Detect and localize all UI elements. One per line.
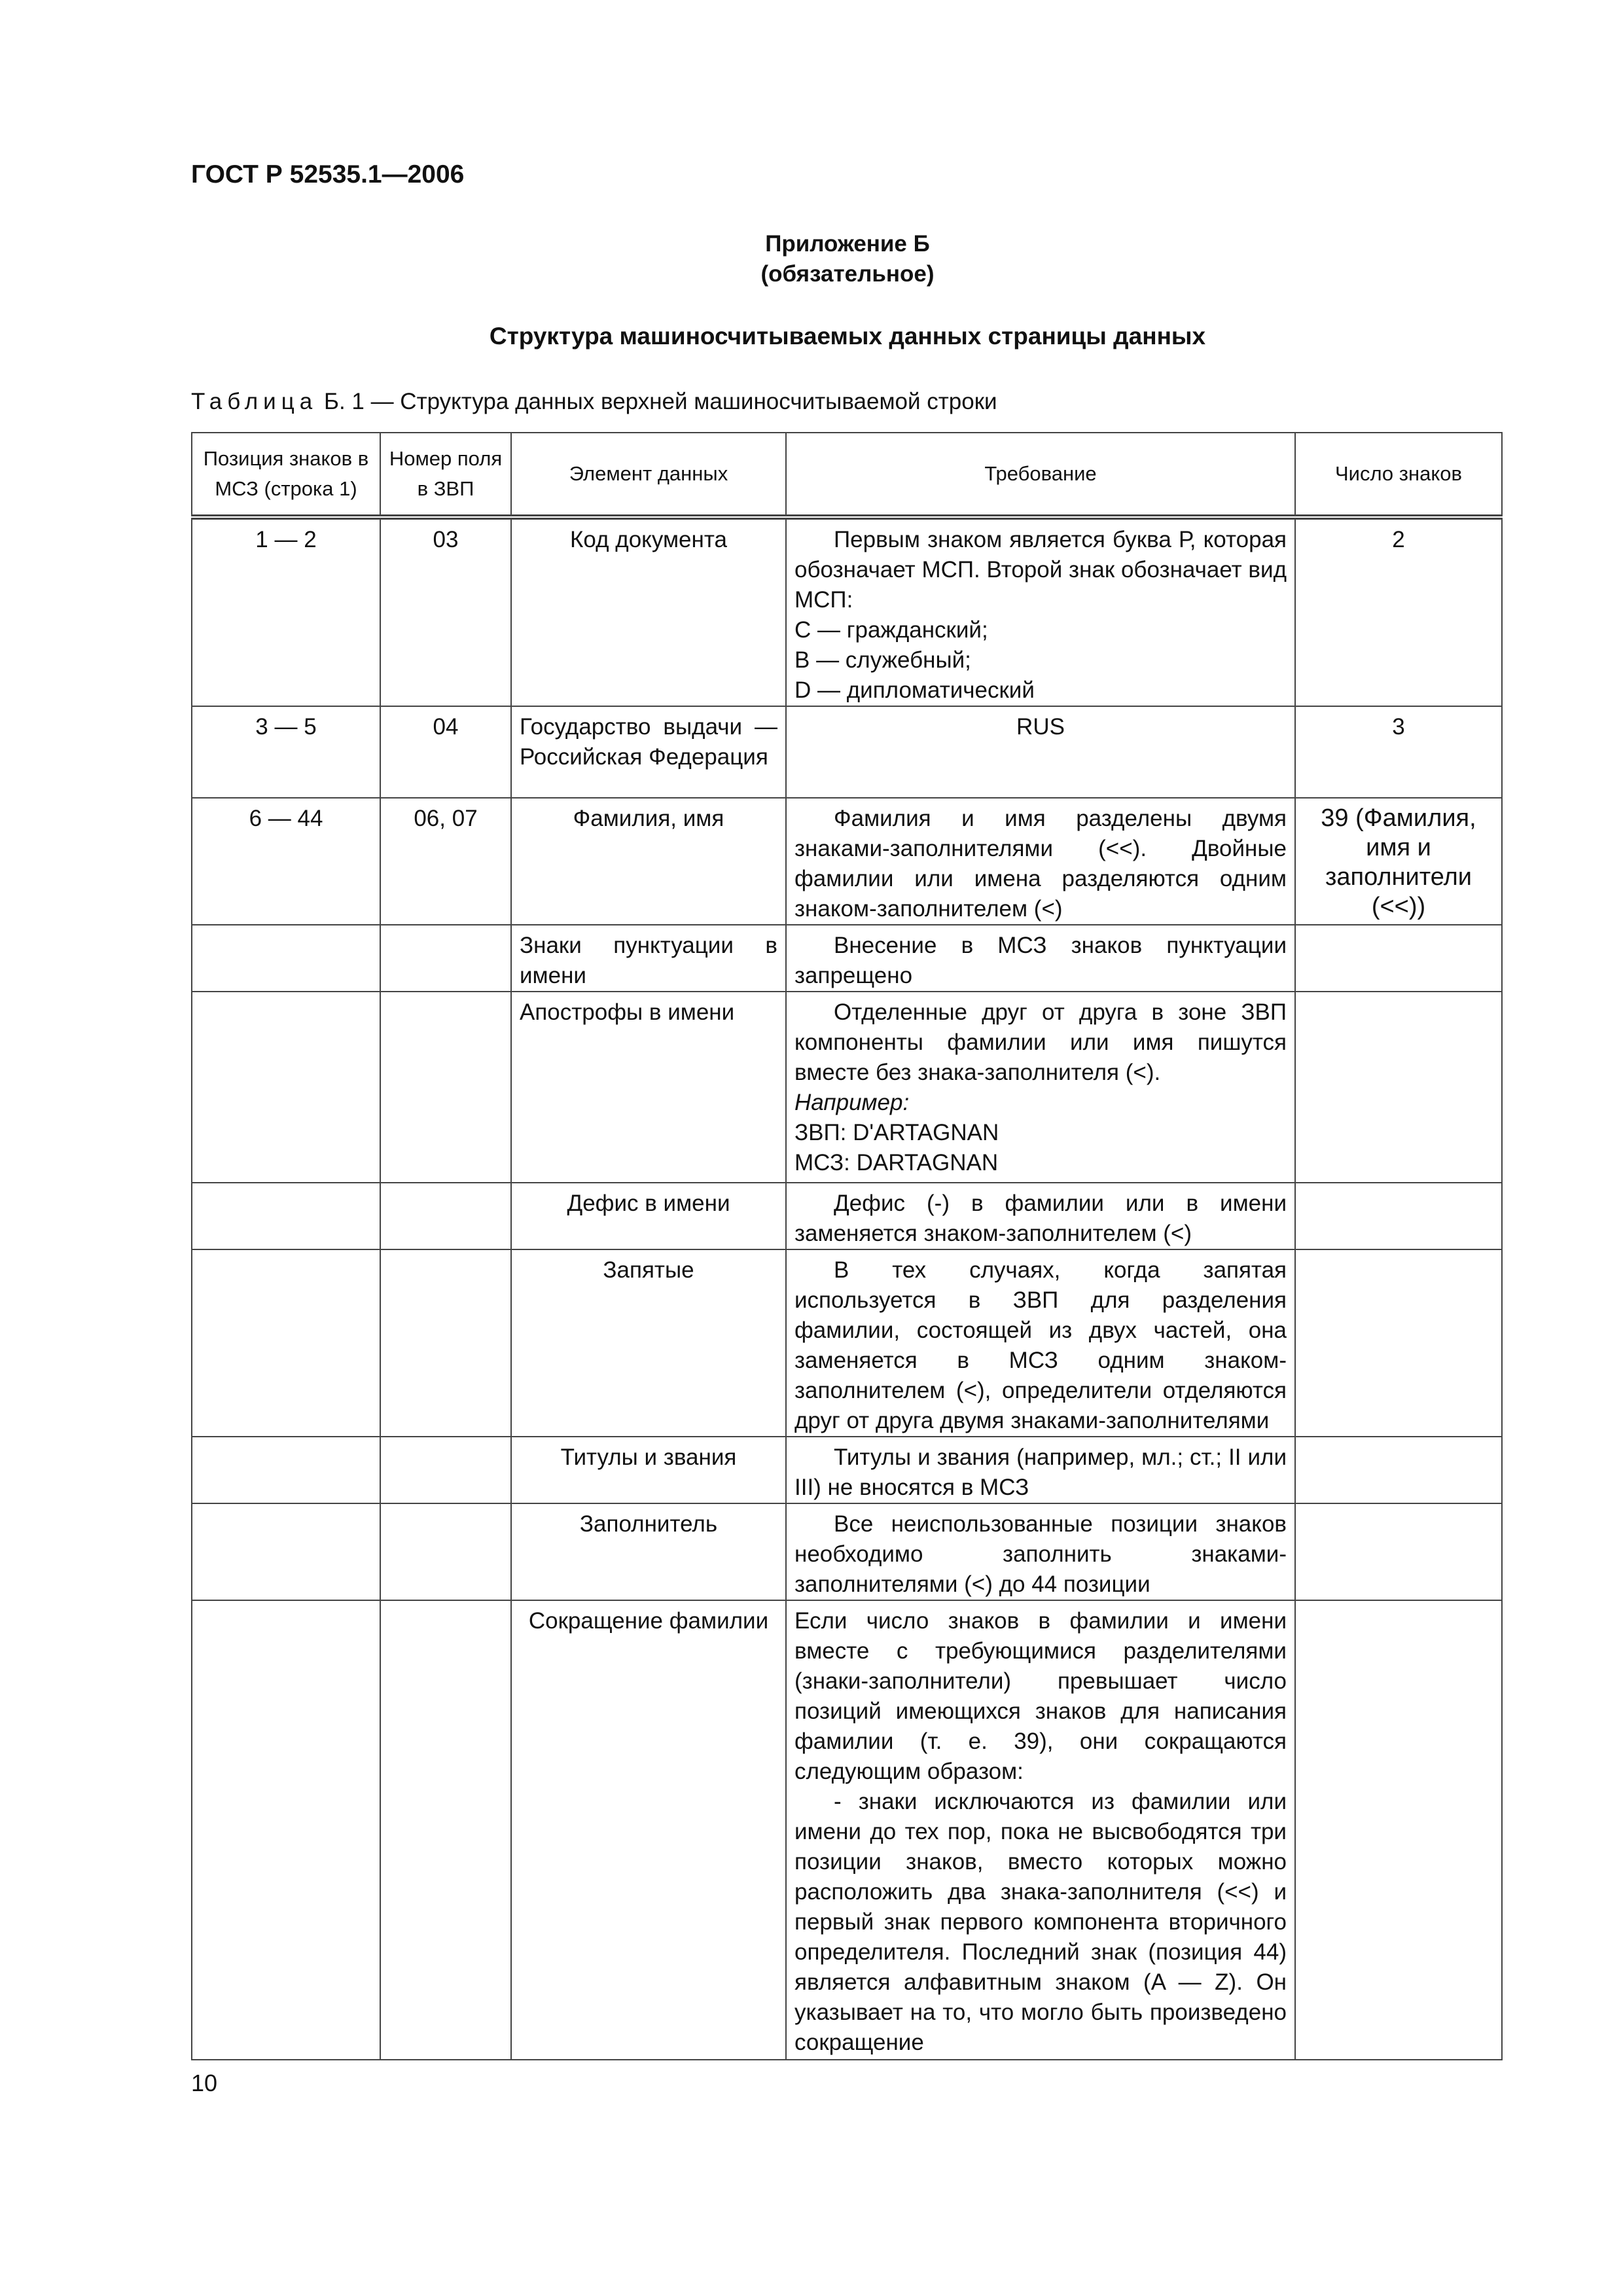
cell-element: Апострофы в имени [511,992,786,1183]
table-row [192,925,1502,992]
cell-position: 6 — 44 [192,798,380,925]
cell-count: 3 [1295,706,1502,798]
req-text: ЗВП: D'ARTAGNAN [794,1120,999,1145]
cell-element: Титулы и звания [511,1437,786,1503]
table-row [192,1437,1502,1503]
table-row [192,706,1502,798]
cell-position [192,1249,380,1437]
cell-position [192,925,380,992]
req-example-label: Например: [794,1090,910,1115]
cell-count [1295,925,1502,992]
appendix-status: (обязательное) [760,261,935,287]
header-data-element: Элемент данных [511,433,786,517]
cell-requirement: Титулы и звания (например, мл.; ст.; II или III) не вносятся в МСЗ [786,1437,1295,1503]
appendix-title: Приложение Б [765,231,930,257]
table-row [192,1600,1502,2060]
table-row [192,1503,1502,1600]
cell-count: 39 (Фамилия, имя и заполнители (<<)) [1295,798,1502,925]
table-caption-prefix: Таблица [191,389,318,414]
cell-requirement [786,517,1295,706]
cell-position [192,992,380,1183]
cell-element: Дефис в имени [511,1183,786,1249]
cell-count: 2 [1295,517,1502,706]
cell-field [380,1249,511,1437]
cell-field: 06, 07 [380,798,511,925]
table-row [192,992,1502,1183]
cell-field [380,1183,511,1249]
table-row [192,798,1502,925]
cell-field [380,1503,511,1600]
cell-element: Запятые [511,1249,786,1437]
table-row [192,517,1502,706]
cell-position [192,1437,380,1503]
cell-position: 1 — 2 [192,517,380,706]
cell-count [1295,1183,1502,1249]
table-caption-text: Б. 1 — Структура данных верхней машиносчитываемой строки [323,389,997,414]
cell-element: Код документа [511,517,786,706]
cell-position: 3 — 5 [192,706,380,798]
header-char-count: Число знаков [1295,433,1502,517]
header-field-number: Номер поля в ЗВП [380,433,511,517]
cell-count [1295,1249,1502,1437]
cell-requirement [786,992,1295,1183]
cell-field [380,925,511,992]
cell-requirement: Все неиспользованные позиции знаков необходимо заполнить знаками-заполнителями (<) до 44 позиции [786,1503,1295,1600]
cell-count [1295,1600,1502,2060]
cell-element: Фамилия, имя [511,798,786,925]
cell-field [380,1600,511,2060]
req-text: Первым знаком является буква Р, которая обозначает МСП. Второй знак обозначает вид МСП: [794,527,1287,613]
cell-requirement: В тех случаях, когда запятая используется в ЗВП для разделения фамилии, состоящей из двух частей, она заменяется в МСЗ одним знаком-заполнителем (<), определители отделяются друг от друга двумя знаками-заполнителями [786,1249,1295,1437]
cell-element: Знаки пунктуации в имени [511,925,786,992]
req-text: Отделенные друг от друга в зоне ЗВП компоненты фамилии или имя пишутся вместе без знака-заполнителя (<). [794,999,1287,1085]
cell-requirement: Внесение в МСЗ знаков пунктуации запрещено [786,925,1295,992]
req-text: С — гражданский; [794,617,988,643]
cell-field: 04 [380,706,511,798]
table-row [192,1249,1502,1437]
cell-field [380,992,511,1183]
cell-count [1295,1437,1502,1503]
req-text: В — служебный; [794,647,971,673]
cell-position [192,1183,380,1249]
appendix-heading [0,229,1623,289]
section-title: Структура машиносчитываемых данных страницы данных [489,323,1206,350]
req-text: - знаки исключаются из фамилии или имени до тех пор, пока не высвободятся три позиции знаков, вместо которых можно расположить два знака-заполнителя (<<) и первый знак первого компонента вторичного определителя. Последний знак (позиция 44) является алфавитным знаком (A — Z). Он указывает на то, что могло быть произведено сокращение [794,1789,1287,2055]
req-text: D — дипломатический [794,677,1035,703]
table-header-row [192,433,1502,517]
cell-element: Сокращение фамилии [511,1600,786,2060]
req-text: МСЗ: DARTAGNAN [794,1150,999,1175]
cell-position [192,1600,380,2060]
cell-count [1295,992,1502,1183]
data-structure-table [191,432,1503,2060]
cell-requirement: Дефис (-) в фамилии или в имени заменяется знаком-заполнителем (<) [786,1183,1295,1249]
document-id: ГОСТ Р 52535.1—2006 [191,160,465,188]
table-caption [191,389,997,415]
header-position: Позиция знаков в МСЗ (строка 1) [192,433,380,517]
cell-field: 03 [380,517,511,706]
req-text: Если число знаков в фамилии и имени вместе с требующимися разделителями (знаки-заполнители) превышает число позиций имеющихся знаков для написания фамилии (т. е. 39), они сокращаются следующим образом: [794,1608,1287,1784]
cell-element: Государство выдачи — Российская Федерация [511,706,786,798]
cell-count [1295,1503,1502,1600]
cell-field [380,1437,511,1503]
cell-position [192,1503,380,1600]
cell-requirement [786,1600,1295,2060]
table-row [192,1183,1502,1249]
cell-requirement: Фамилия и имя разделены двумя знаками-заполнителями (<<). Двойные фамилии или имена разделяются одним знаком-заполнителем (<) [786,798,1295,925]
cell-element: Заполнитель [511,1503,786,1600]
cell-requirement: RUS [786,706,1295,798]
page-number: 10 [191,2070,218,2096]
header-requirement: Требование [786,433,1295,517]
